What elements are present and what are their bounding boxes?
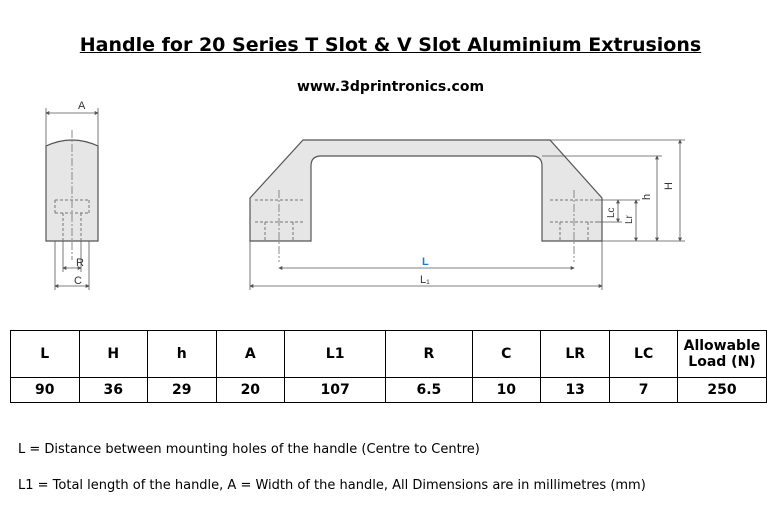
value-cell: 6.5 [386, 378, 472, 403]
value-cell: 36 [79, 378, 148, 403]
header-cell: C [472, 331, 541, 378]
dim-label-h: h [641, 193, 653, 200]
value-cell: 10 [472, 378, 541, 403]
side-view [46, 100, 98, 290]
dimensions-table [10, 330, 767, 403]
header-cell: A [216, 331, 285, 378]
header-cell-load: Allowable Load (N) [678, 331, 767, 378]
dim-label-H: H [663, 182, 675, 190]
header-cell: H [79, 331, 148, 378]
value-cell: 107 [285, 378, 386, 403]
note-definition-L: L = Distance between mounting holes of the handle (Centre to Centre) [18, 442, 480, 457]
header-cell: R [386, 331, 472, 378]
dim-label-A: A [78, 100, 86, 112]
header-cell: LC [610, 331, 678, 378]
value-cell: 90 [11, 378, 80, 403]
dim-label-R: R [76, 257, 84, 269]
table-header-row [11, 331, 767, 378]
website-url: www.3dprintronics.com [296, 79, 485, 95]
value-cell: 13 [541, 378, 610, 403]
header-cell: LR [541, 331, 610, 378]
header-cell: L1 [285, 331, 386, 378]
note-definition-L1: L1 = Total length of the handle, A = Width of the handle, All Dimensions are in millimetres (mm) [18, 478, 646, 493]
header-cell: L [11, 331, 80, 378]
dim-label-Lc: Lc [606, 207, 617, 218]
dim-label-Lr: Lr [624, 215, 635, 224]
value-cell: 29 [148, 378, 217, 403]
value-cell: 250 [678, 378, 767, 403]
value-cell: 20 [216, 378, 285, 403]
handle-body [250, 140, 602, 241]
dim-label-L: L [422, 256, 429, 268]
page-title: Handle for 20 Series T Slot & V Slot Aluminium Extrusions [79, 34, 702, 56]
front-view [250, 140, 685, 290]
value-cell: 7 [610, 378, 678, 403]
dim-label-L1: L₁ [420, 274, 430, 286]
table-row [11, 378, 767, 403]
dim-label-C: C [74, 275, 82, 287]
header-cell: h [148, 331, 217, 378]
